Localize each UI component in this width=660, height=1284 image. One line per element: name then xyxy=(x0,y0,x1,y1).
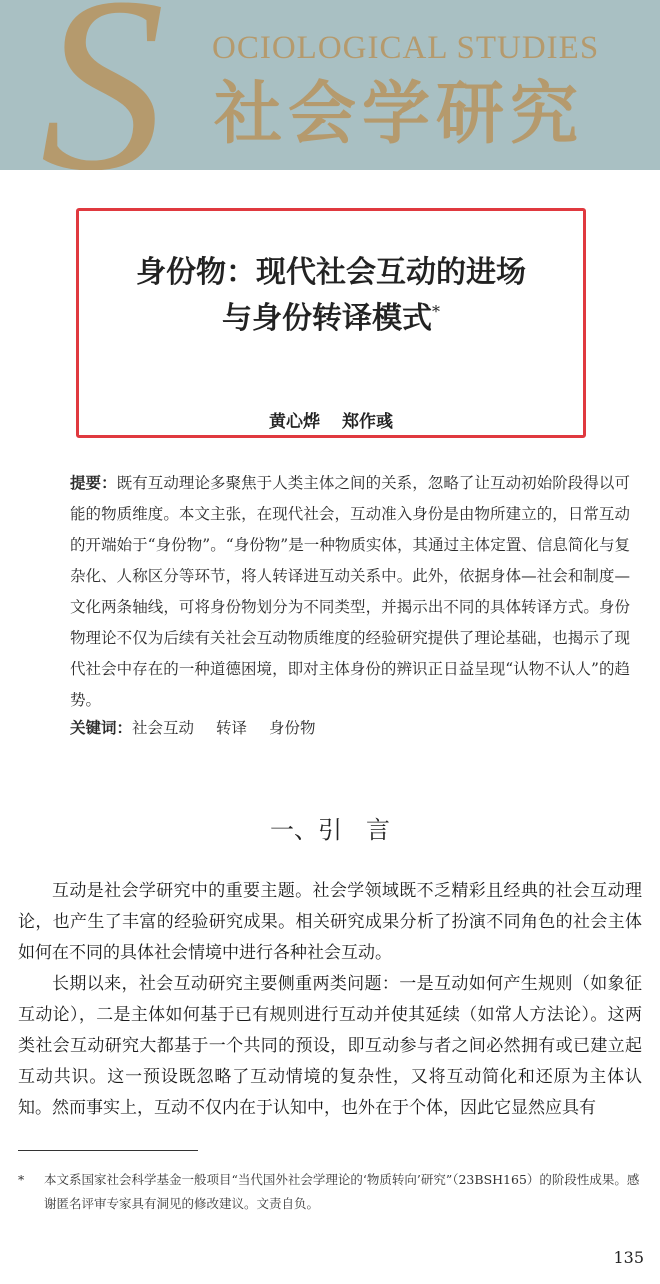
abstract xyxy=(70,468,630,716)
journal-name-english: OCIOLOGICAL STUDIES xyxy=(212,30,600,66)
keywords-label: 关键词： xyxy=(70,719,133,737)
page-number: 135 xyxy=(613,1248,644,1267)
authors xyxy=(79,407,583,432)
keyword: 社会互动 xyxy=(132,719,195,737)
author-name: 郑作彧 xyxy=(342,412,393,432)
footnote-text: 本文系国家社会科学基金一般项目“当代国外社会学理论的‘物质转向’研究”（23BSH165）的阶段性成果。感谢匿名评审专家具有洞见的修改建议。文责自负。 xyxy=(44,1172,640,1211)
footnote xyxy=(18,1168,642,1216)
journal-header xyxy=(0,0,660,170)
abstract-text: 既有互动理论多聚焦于人类主体之间的关系，忽略了让互动初始阶段得以可能的物质维度。本文主张，在现代社会，互动准入身份是由物所建立的，日常互动的开端始于“身份物”。“身份物”是一种物质实体，其通过主体定置、信息简化与复杂化、人称区分等环节，将人转译进互动关系中。此外，依据身体—社会和制度—文化两条轴线，可将身份物划分为不同类型，并揭示出不同的具体转译方式。身份物理论不仅为后续有关社会互动物质维度的经验研究提供了理论基础，也揭示了现代社会中存在的一种道德困境，即对主体身份的辨识正日益呈现“认物不认人”的趋势。 xyxy=(70,474,630,709)
footnote-divider xyxy=(18,1150,198,1151)
title-highlight-box xyxy=(76,208,586,438)
title-footnote-mark: * xyxy=(432,302,440,321)
article-title-line2-text: 与身份转译模式 xyxy=(222,301,432,336)
journal-logo-letter: S xyxy=(40,0,165,170)
article-title-line1: 身份物：现代社会互动的进场 xyxy=(136,255,526,290)
body-text xyxy=(18,876,642,1124)
keyword: 身份物 xyxy=(269,719,316,737)
body-paragraph: 互动是社会学研究中的重要主题。社会学领域既不乏精彩且经典的社会互动理论，也产生了丰富的经验研究成果。相关研究成果分析了扮演不同角色的社会主体如何在不同的具体社会情境中进行各种社会互动。 xyxy=(18,881,642,963)
article-title-line2 xyxy=(79,293,583,337)
footnote-mark: * xyxy=(18,1172,25,1187)
abstract-label: 提要： xyxy=(70,474,117,492)
section-heading: 一、引 言 xyxy=(270,816,390,844)
keyword: 转译 xyxy=(216,719,248,737)
keywords xyxy=(70,714,630,742)
body-paragraph: 长期以来，社会互动研究主要侧重两类问题：一是互动如何产生规则（如象征互动论），二是主体如何基于已有规则进行互动并使其延续（如常人方法论）。这两类社会互动研究大都基于一个共同的预设，即互动参与者之间必然拥有或已建立起互动共识。这一预设既忽略了互动情境的复杂性，又将互动简化和还原为主体认知。然而事实上，互动不仅内在于认知中，也外在于个体，因此它显然应具有 xyxy=(18,974,642,1118)
journal-name-chinese: 社会学研究 xyxy=(214,74,585,154)
author-name: 黄心烨 xyxy=(269,412,320,432)
